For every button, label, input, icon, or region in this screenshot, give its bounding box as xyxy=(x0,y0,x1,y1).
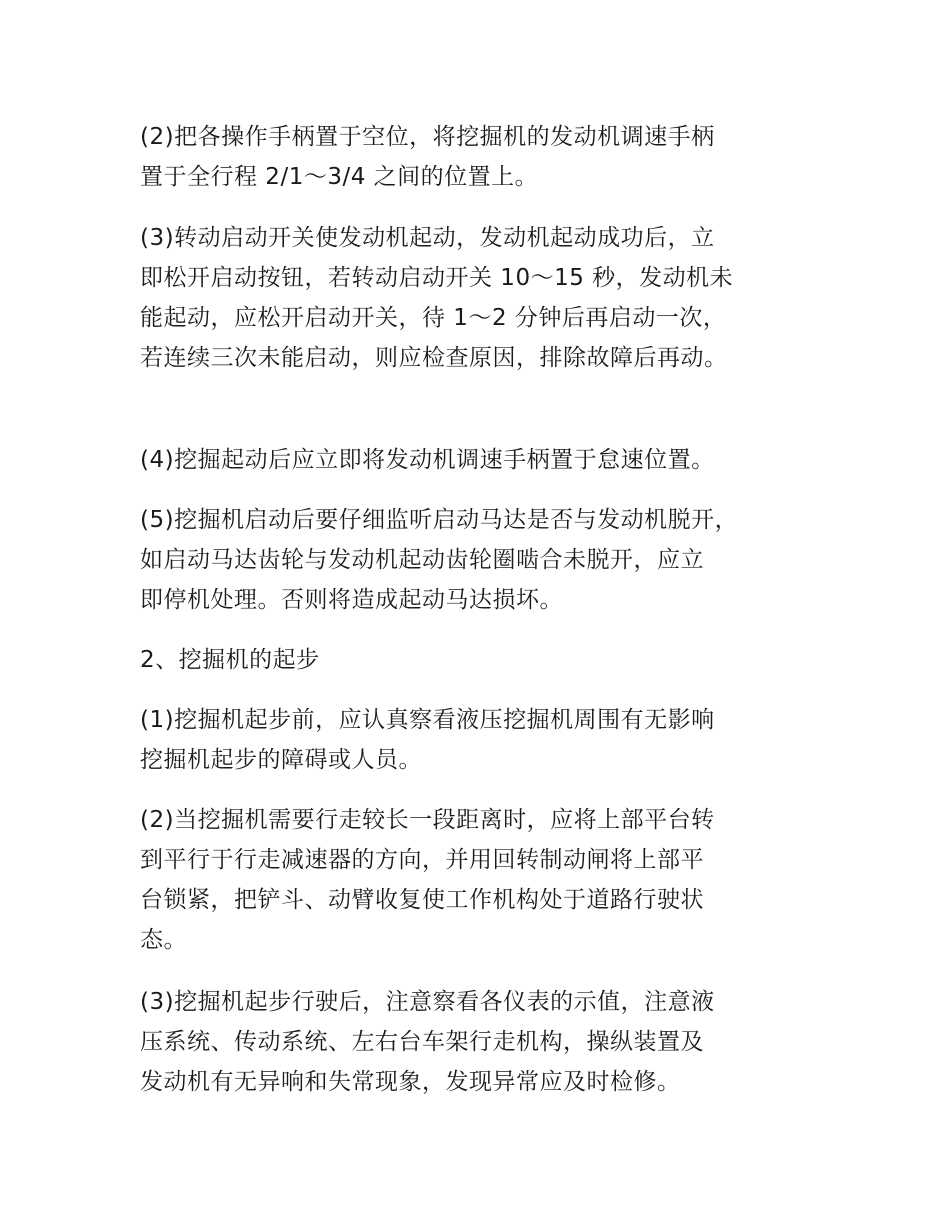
text-line: (3)挖掘机起步行驶后，注意察看各仪表的示值，注意液 xyxy=(140,989,715,1015)
text-line: (1)挖掘机起步前，应认真察看液压挖掘机周围有无影响 xyxy=(140,707,715,733)
section-heading-starting xyxy=(140,640,320,680)
paragraph-handle-position xyxy=(140,117,715,197)
text-line: 态。 xyxy=(140,927,187,953)
text-line: 台锁紧，把铲斗、动臂收复使工作机构处于道路行驶状 xyxy=(140,887,704,913)
text-line: (3)转动启动开关使发动机起动，发动机起动成功后，立 xyxy=(140,225,715,251)
paragraph-instruments xyxy=(140,982,715,1102)
text-line: (5)挖掘机启动后要仔细监听启动马达是否与发动机脱开， xyxy=(140,507,739,533)
paragraph-start-switch xyxy=(140,218,733,378)
text-line: (2)把各操作手柄置于空位，将挖掘机的发动机调速手柄 xyxy=(140,124,715,150)
text-line: 如启动马达齿轮与发动机起动齿轮圈啮合未脱开，应立 xyxy=(140,547,704,573)
paragraph-idle-speed xyxy=(140,440,715,480)
text-line: 即松开启动按钮，若转动启动开关 10～15 秒，发动机未 xyxy=(140,265,734,291)
text-line: 置于全行程 2/1～3/4 之间的位置上。 xyxy=(140,164,539,190)
text-line: 挖掘机起步的障碍或人员。 xyxy=(140,747,422,773)
text-line: (4)挖掘起动后应立即将发动机调速手柄置于怠速位置。 xyxy=(140,447,715,473)
section-heading: 2、挖掘机的起步 xyxy=(140,647,320,673)
text-line: 发动机有无异响和失常现象，发现异常应及时检修。 xyxy=(140,1069,681,1095)
text-line: 即停机处理。否则将造成起动马达损坏。 xyxy=(140,587,563,613)
text-line: 压系统、传动系统、左右台车架行走机构，操纵装置及 xyxy=(140,1029,704,1055)
text-line: 到平行于行走减速器的方向，并用回转制动闸将上部平 xyxy=(140,847,704,873)
paragraph-long-distance xyxy=(140,800,715,960)
text-line: 能起动，应松开启动开关，待 1～2 分钟后再启动一次， xyxy=(140,305,727,331)
text-line: 若连续三次未能启动，则应检查原因，排除故障后再动。 xyxy=(140,345,728,371)
paragraph-check-surroundings xyxy=(140,700,715,780)
text-line: (2)当挖掘机需要行走较长一段距离时，应将上部平台转 xyxy=(140,807,715,833)
paragraph-starter-motor xyxy=(140,500,738,620)
